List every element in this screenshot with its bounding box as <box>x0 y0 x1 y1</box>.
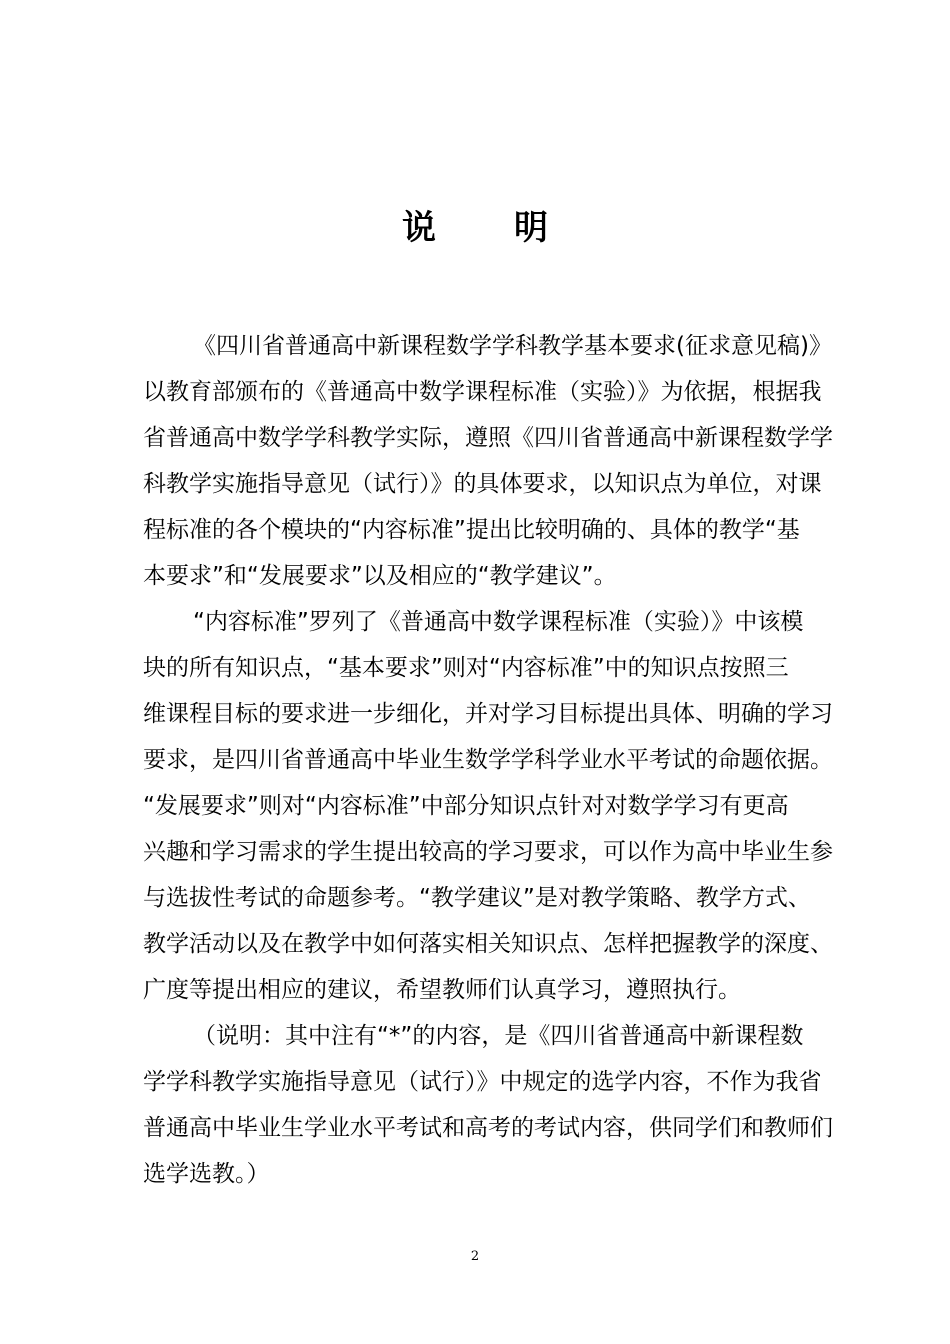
text-line: 学学科教学实施指导意见（试行）》中规定的选学内容，不作为我省 <box>143 1069 822 1095</box>
text-line: 教学活动以及在教学中如何落实相关知识点、怎样把握教学的深度、 <box>143 931 833 957</box>
text-line: 程标准的各个模块的“内容标准”提出比较明确的、具体的教学“基 <box>143 517 800 543</box>
text-line: 块的所有知识点，“基本要求”则对“内容标准”中的知识点按照三 <box>143 655 789 681</box>
text-line: 科教学实施指导意见（试行）》的具体要求，以知识点为单位，对课 <box>143 471 822 497</box>
text-line: 兴趣和学习需求的学生提出较高的学习要求，可以作为高中毕业生参 <box>143 839 833 865</box>
text-line: （说明：其中注有“*”的内容，是《四川省普通高中新课程数 <box>193 1023 804 1049</box>
text-line: 本要求”和“发展要求”以及相应的“教学建议”。 <box>143 563 617 589</box>
text-line: 《四川省普通高中新课程数学学科教学基本要求(征求意见稿)》 <box>193 333 832 359</box>
text-line: 以教育部颁布的《普通高中数学课程标准（实验）》为依据，根据我 <box>143 379 822 405</box>
text-line: 维课程目标的要求进一步细化，并对学习目标提出具体、明确的学习 <box>143 701 833 727</box>
title-char-1: 说 <box>402 208 436 248</box>
text-line: 选学选教。） <box>143 1161 270 1187</box>
page-title <box>0 203 950 253</box>
body-text <box>143 323 833 1197</box>
page-number: 2 <box>470 1249 480 1264</box>
text-line: 广度等提出相应的建议，希望教师们认真学习，遵照执行。 <box>143 977 741 1003</box>
text-line: 普通高中毕业生学业水平考试和高考的考试内容，供同学们和教师们 <box>143 1115 833 1141</box>
text-line: 要求，是四川省普通高中毕业生数学学科学业水平考试的命题依据。 <box>143 747 833 773</box>
text-line: 省普通高中数学学科教学实际，遵照《四川省普通高中新课程数学学 <box>143 425 833 451</box>
text-line: 与选拔性考试的命题参考。“教学建议”是对教学策略、教学方式、 <box>143 885 811 911</box>
text-line: “内容标准”罗列了《普通高中数学课程标准（实验）》中该模 <box>193 609 804 635</box>
text-line: “发展要求”则对“内容标准”中部分知识点针对对数学学习有更高 <box>143 793 789 819</box>
title-char-2: 明 <box>514 208 548 248</box>
